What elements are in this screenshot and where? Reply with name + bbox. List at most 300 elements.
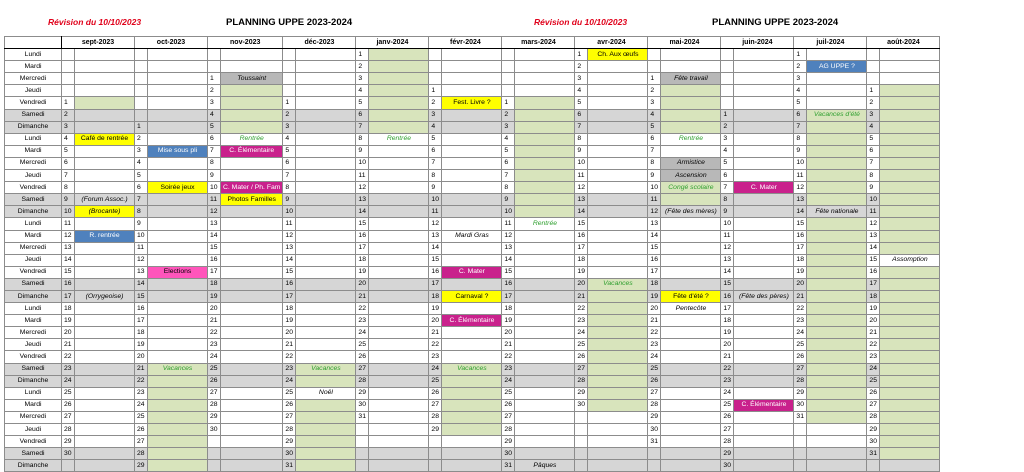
empty-event-cell (880, 387, 940, 399)
empty-event-cell (880, 49, 940, 61)
day-number: 4 (356, 85, 369, 97)
empty-event-cell (148, 315, 208, 327)
day-number: 2 (135, 133, 148, 145)
empty-event-cell (661, 242, 721, 254)
empty-event-cell (661, 327, 721, 339)
day-number (721, 49, 734, 61)
day-number (62, 73, 75, 85)
empty-event-cell (588, 254, 648, 266)
empty-event-cell (807, 411, 867, 423)
empty-event-cell (296, 448, 356, 460)
day-number: 10 (283, 206, 296, 218)
weekday-label: Samedi (5, 278, 62, 290)
empty-event-cell (296, 85, 356, 97)
day-number: 20 (62, 327, 75, 339)
day-number (62, 85, 75, 97)
empty-event-cell (296, 218, 356, 230)
day-number: 10 (208, 182, 221, 194)
day-number (502, 85, 515, 97)
empty-event-cell (588, 399, 648, 411)
empty-event-cell (442, 145, 502, 157)
empty-event-cell (734, 351, 794, 363)
day-number: 26 (867, 387, 880, 399)
empty-event-cell (221, 218, 283, 230)
empty-event-cell (515, 303, 575, 315)
revision-date-right: Révision du 10/10/2023 (534, 17, 628, 27)
empty-event-cell (296, 290, 356, 302)
day-number: 11 (135, 242, 148, 254)
day-number: 24 (208, 351, 221, 363)
empty-event-cell (442, 351, 502, 363)
weekday-label: Lundi (5, 133, 62, 145)
empty-event-cell (221, 97, 283, 109)
day-number: 13 (648, 218, 661, 230)
event-cell: Vacances (442, 363, 502, 375)
empty-event-cell (807, 363, 867, 375)
day-number: 25 (721, 399, 734, 411)
day-number: 14 (208, 230, 221, 242)
day-number: 19 (648, 290, 661, 302)
day-number: 17 (502, 290, 515, 302)
empty-event-cell (515, 436, 575, 448)
day-number: 7 (721, 182, 734, 194)
empty-event-cell (807, 242, 867, 254)
day-number (283, 85, 296, 97)
day-number: 6 (648, 133, 661, 145)
empty-event-cell (296, 339, 356, 351)
empty-event-cell (369, 170, 429, 182)
month-header-row (5, 37, 940, 49)
empty-event-cell (75, 387, 135, 399)
empty-event-cell (296, 399, 356, 411)
empty-event-cell (221, 460, 283, 472)
day-number: 23 (62, 363, 75, 375)
weekday-label: Dimanche (5, 290, 62, 302)
day-number: 24 (794, 327, 807, 339)
weekday-label: Vendredi (5, 182, 62, 194)
empty-event-cell (369, 315, 429, 327)
empty-event-cell (296, 266, 356, 278)
empty-event-cell (807, 290, 867, 302)
day-number (208, 460, 221, 472)
day-number: 27 (283, 411, 296, 423)
empty-event-cell (369, 254, 429, 266)
calendar-row (5, 387, 940, 399)
empty-event-cell (148, 85, 208, 97)
empty-event-cell (296, 121, 356, 133)
empty-event-cell (734, 303, 794, 315)
empty-event-cell (880, 218, 940, 230)
event-cell: Pentecôte (661, 303, 721, 315)
day-number: 10 (867, 194, 880, 206)
empty-event-cell (148, 327, 208, 339)
empty-event-cell (807, 278, 867, 290)
empty-event-cell (221, 424, 283, 436)
calendar-row (5, 339, 940, 351)
empty-event-cell (369, 448, 429, 460)
month-header: janv-2024 (356, 37, 429, 49)
empty-event-cell (515, 254, 575, 266)
day-number: 28 (721, 436, 734, 448)
empty-event-cell (369, 61, 429, 73)
corner-cell (5, 37, 62, 49)
day-number: 13 (794, 194, 807, 206)
day-number: 13 (867, 230, 880, 242)
day-number: 26 (62, 399, 75, 411)
day-number: 11 (356, 170, 369, 182)
empty-event-cell (807, 436, 867, 448)
day-number: 16 (867, 266, 880, 278)
empty-event-cell (515, 399, 575, 411)
empty-event-cell (661, 194, 721, 206)
event-cell: C. Élémentaire (442, 315, 502, 327)
empty-event-cell (661, 145, 721, 157)
empty-event-cell (880, 133, 940, 145)
day-number: 15 (648, 242, 661, 254)
empty-event-cell (442, 448, 502, 460)
empty-event-cell (442, 278, 502, 290)
empty-event-cell (75, 460, 135, 472)
empty-event-cell (221, 157, 283, 169)
day-number: 30 (575, 399, 588, 411)
empty-event-cell (734, 339, 794, 351)
empty-event-cell (807, 121, 867, 133)
empty-event-cell (734, 315, 794, 327)
empty-event-cell (442, 170, 502, 182)
empty-event-cell (807, 460, 867, 472)
weekday-label: Samedi (5, 194, 62, 206)
empty-event-cell (807, 230, 867, 242)
day-number: 4 (429, 121, 442, 133)
empty-event-cell (588, 170, 648, 182)
day-number: 25 (135, 411, 148, 423)
day-number: 11 (867, 206, 880, 218)
empty-event-cell (807, 97, 867, 109)
empty-event-cell (661, 121, 721, 133)
empty-event-cell (75, 242, 135, 254)
empty-event-cell (75, 278, 135, 290)
day-number: 3 (429, 109, 442, 121)
day-number: 15 (356, 218, 369, 230)
day-number: 24 (429, 363, 442, 375)
day-number: 30 (794, 399, 807, 411)
empty-event-cell (588, 121, 648, 133)
day-number: 2 (283, 109, 296, 121)
day-number: 4 (648, 109, 661, 121)
empty-event-cell (296, 254, 356, 266)
weekday-label: Jeudi (5, 254, 62, 266)
empty-event-cell (734, 266, 794, 278)
empty-event-cell (807, 375, 867, 387)
day-number: 26 (429, 387, 442, 399)
empty-event-cell (880, 194, 940, 206)
day-number: 24 (283, 375, 296, 387)
day-number: 24 (648, 351, 661, 363)
weekday-label: Dimanche (5, 206, 62, 218)
day-number: 17 (283, 290, 296, 302)
day-number: 25 (794, 339, 807, 351)
day-number (62, 49, 75, 61)
day-number: 24 (135, 399, 148, 411)
event-cell: Rentrée (369, 133, 429, 145)
empty-event-cell (296, 182, 356, 194)
day-number: 25 (648, 363, 661, 375)
day-number: 15 (283, 266, 296, 278)
empty-event-cell (515, 375, 575, 387)
empty-event-cell (148, 411, 208, 423)
calendar-row (5, 363, 940, 375)
day-number: 26 (575, 351, 588, 363)
day-number (283, 49, 296, 61)
day-number: 14 (135, 278, 148, 290)
day-number: 17 (62, 290, 75, 302)
empty-event-cell (734, 363, 794, 375)
calendar-row (5, 375, 940, 387)
day-number: 3 (575, 73, 588, 85)
day-number: 17 (575, 242, 588, 254)
empty-event-cell (442, 339, 502, 351)
day-number: 23 (794, 315, 807, 327)
empty-event-cell (588, 182, 648, 194)
empty-event-cell (734, 85, 794, 97)
day-number: 2 (356, 61, 369, 73)
empty-event-cell (661, 218, 721, 230)
empty-event-cell (588, 61, 648, 73)
day-number: 22 (356, 303, 369, 315)
event-cell: Photos Familles (221, 194, 283, 206)
day-number: 26 (208, 375, 221, 387)
weekday-label: Lundi (5, 218, 62, 230)
empty-event-cell (148, 436, 208, 448)
empty-event-cell (661, 448, 721, 460)
empty-event-cell (221, 170, 283, 182)
empty-event-cell (734, 133, 794, 145)
day-number: 30 (648, 424, 661, 436)
day-number: 31 (794, 411, 807, 423)
day-number: 4 (867, 121, 880, 133)
day-number: 15 (867, 254, 880, 266)
empty-event-cell (221, 242, 283, 254)
event-cell: Rentrée (221, 133, 283, 145)
weekday-label: Jeudi (5, 85, 62, 97)
weekday-label: Mercredi (5, 327, 62, 339)
empty-event-cell (221, 339, 283, 351)
calendar-row (5, 460, 940, 472)
day-number: 2 (62, 109, 75, 121)
empty-event-cell (588, 387, 648, 399)
day-number: 17 (867, 278, 880, 290)
day-number: 16 (208, 254, 221, 266)
day-number: 26 (283, 399, 296, 411)
empty-event-cell (734, 49, 794, 61)
empty-event-cell (75, 170, 135, 182)
day-number: 21 (208, 315, 221, 327)
event-cell: Noël (296, 387, 356, 399)
empty-event-cell (588, 109, 648, 121)
day-number: 14 (575, 206, 588, 218)
day-number: 3 (648, 97, 661, 109)
day-number: 7 (867, 157, 880, 169)
day-number: 3 (283, 121, 296, 133)
day-number: 28 (208, 399, 221, 411)
day-number: 27 (62, 411, 75, 423)
empty-event-cell (442, 73, 502, 85)
day-number: 8 (356, 133, 369, 145)
day-number (575, 424, 588, 436)
day-number: 13 (575, 194, 588, 206)
day-number: 23 (575, 315, 588, 327)
day-number (429, 436, 442, 448)
empty-event-cell (221, 399, 283, 411)
empty-event-cell (296, 170, 356, 182)
event-cell: Vacances (148, 363, 208, 375)
day-number: 7 (208, 145, 221, 157)
day-number: 22 (502, 351, 515, 363)
empty-event-cell (588, 339, 648, 351)
day-number: 25 (575, 339, 588, 351)
day-number: 1 (283, 97, 296, 109)
empty-event-cell (588, 206, 648, 218)
calendar-row (5, 218, 940, 230)
empty-event-cell (661, 278, 721, 290)
empty-event-cell (734, 194, 794, 206)
empty-event-cell (807, 327, 867, 339)
day-number (794, 424, 807, 436)
day-number: 15 (575, 218, 588, 230)
empty-event-cell (661, 266, 721, 278)
empty-event-cell (734, 375, 794, 387)
empty-event-cell (807, 133, 867, 145)
empty-event-cell (880, 278, 940, 290)
day-number: 11 (62, 218, 75, 230)
day-number (208, 49, 221, 61)
day-number: 18 (794, 254, 807, 266)
day-number: 24 (356, 327, 369, 339)
empty-event-cell (807, 448, 867, 460)
day-number: 2 (648, 85, 661, 97)
day-number: 21 (575, 290, 588, 302)
empty-event-cell (734, 145, 794, 157)
day-number: 15 (208, 242, 221, 254)
day-number: 20 (867, 315, 880, 327)
day-number (648, 61, 661, 73)
empty-event-cell (148, 109, 208, 121)
day-number: 11 (721, 230, 734, 242)
day-number: 21 (648, 315, 661, 327)
day-number: 4 (721, 145, 734, 157)
empty-event-cell (661, 339, 721, 351)
empty-event-cell (369, 327, 429, 339)
empty-event-cell (734, 387, 794, 399)
empty-event-cell (807, 387, 867, 399)
day-number: 21 (502, 339, 515, 351)
empty-event-cell (734, 411, 794, 423)
empty-event-cell (734, 424, 794, 436)
empty-event-cell (515, 109, 575, 121)
empty-event-cell (734, 170, 794, 182)
month-header: oct-2023 (135, 37, 208, 49)
empty-event-cell (807, 315, 867, 327)
day-number: 31 (502, 460, 515, 472)
day-number: 5 (429, 133, 442, 145)
day-number: 22 (648, 327, 661, 339)
empty-event-cell (148, 351, 208, 363)
empty-event-cell (148, 399, 208, 411)
empty-event-cell (880, 351, 940, 363)
day-number: 16 (721, 290, 734, 302)
day-number: 30 (62, 448, 75, 460)
empty-event-cell (296, 424, 356, 436)
day-number: 9 (575, 145, 588, 157)
empty-event-cell (442, 85, 502, 97)
day-number: 18 (62, 303, 75, 315)
empty-event-cell (588, 315, 648, 327)
empty-event-cell (148, 133, 208, 145)
empty-event-cell (369, 230, 429, 242)
day-number: 16 (429, 266, 442, 278)
empty-event-cell (880, 303, 940, 315)
empty-event-cell (515, 182, 575, 194)
event-cell: Congé scolaire (661, 182, 721, 194)
event-cell: Fête d'été ? (661, 290, 721, 302)
empty-event-cell (221, 303, 283, 315)
weekday-label: Vendredi (5, 436, 62, 448)
empty-event-cell (880, 315, 940, 327)
event-cell: Mardi Gras (442, 230, 502, 242)
calendar-row (5, 194, 940, 206)
empty-event-cell (75, 327, 135, 339)
empty-event-cell (442, 424, 502, 436)
weekday-label: Jeudi (5, 424, 62, 436)
event-cell: C. Élémentaire (734, 399, 794, 411)
day-number (135, 73, 148, 85)
empty-event-cell (75, 182, 135, 194)
empty-event-cell (442, 399, 502, 411)
event-cell: (Fête des pères) (734, 290, 794, 302)
day-number: 9 (356, 145, 369, 157)
month-header: mars-2024 (502, 37, 575, 49)
empty-event-cell (148, 194, 208, 206)
day-number (867, 73, 880, 85)
empty-event-cell (661, 230, 721, 242)
empty-event-cell (369, 375, 429, 387)
day-number: 12 (356, 182, 369, 194)
event-cell: Ascension (661, 170, 721, 182)
empty-event-cell (661, 61, 721, 73)
day-number (429, 73, 442, 85)
day-number: 18 (575, 254, 588, 266)
calendar-row (5, 254, 940, 266)
empty-event-cell (442, 61, 502, 73)
day-number (429, 460, 442, 472)
day-number: 9 (283, 194, 296, 206)
empty-event-cell (880, 424, 940, 436)
weekday-label: Mardi (5, 145, 62, 157)
empty-event-cell (148, 157, 208, 169)
calendar-row (5, 315, 940, 327)
day-number: 28 (648, 399, 661, 411)
empty-event-cell (807, 351, 867, 363)
day-number: 10 (794, 157, 807, 169)
day-number: 20 (356, 278, 369, 290)
calendar-row (5, 206, 940, 218)
empty-event-cell (588, 97, 648, 109)
day-number (648, 460, 661, 472)
day-number: 5 (867, 133, 880, 145)
day-number: 29 (575, 387, 588, 399)
empty-event-cell (661, 375, 721, 387)
day-number: 16 (794, 230, 807, 242)
